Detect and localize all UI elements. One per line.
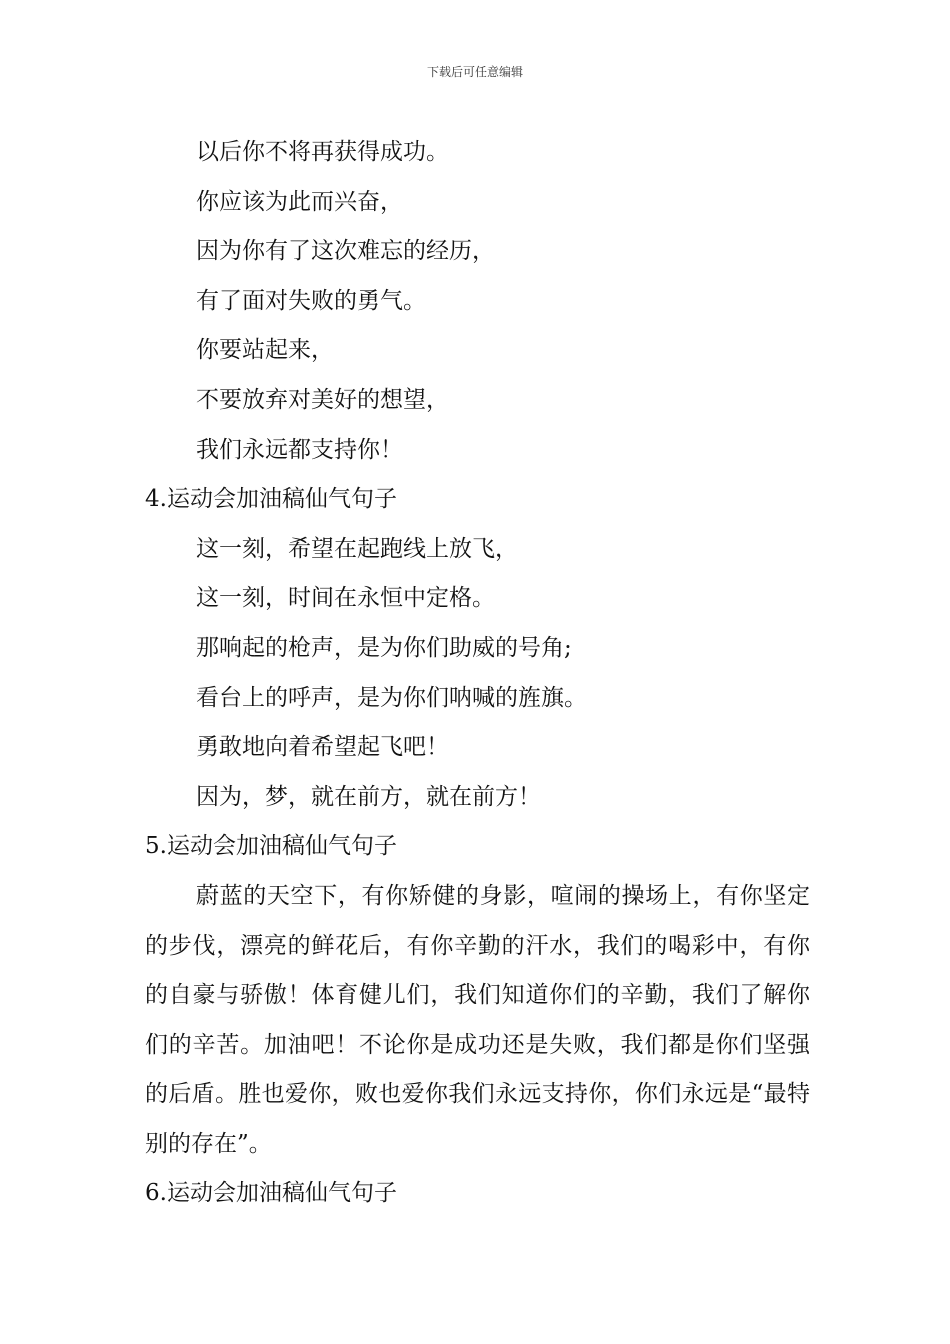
verse-line: 你要站起来， [196,337,334,364]
verse-line: 这一刻，希望在起跑线上放飞， [196,535,518,562]
verse-line: 那响起的枪声，是为你们助威的号角; [196,634,572,661]
verse-line: 这一刻，时间在永恒中定格。 [196,585,495,612]
page-header: 下载后可任意编辑 [426,65,523,79]
verse-line: 有了面对失败的勇气。 [196,287,426,314]
verse-line: 不要放弃对美好的想望， [196,386,449,413]
verse-line: 我们永远都支持你！ [196,436,403,463]
section-5-heading: 5.运动会加油稿仙气句子 [145,833,397,860]
verse-line: 以后你不将再获得成功。 [196,139,449,165]
verse-line: 你应该为此而兴奋， [196,188,403,215]
verse-line: 看台上的呼声，是为你们呐喊的旌旗。 [196,684,587,711]
document-body [145,128,810,1219]
verse-line: 因为你有了这次难忘的经历， [196,238,495,265]
section-4-heading: 4.运动会加油稿仙气句子 [145,486,397,513]
verse-line: 勇敢地向着希望起飞吧！ [196,734,449,761]
section-6-heading: 6.运动会加油稿仙气句子 [145,1180,397,1207]
verse-line: 因为，梦，就在前方，就在前方！ [196,783,541,810]
section-5-paragraph: 蔚蓝的天空下，有你矫健的身影，喧闹的操场上，有你坚定的步伐，漂亮的鲜花后，有你辛勤的汗水，我们的喝彩中，有你的自豪与骄傲！体育健儿们，我们知道你们的辛勤，我们了解你们的辛苦。加油吧！不论你是成功还是失败，我们都是你们坚强的后盾。胜也爱你，败也爱你我们永远支持你，你们永远是“最特别的存在”。 [145,882,810,1157]
